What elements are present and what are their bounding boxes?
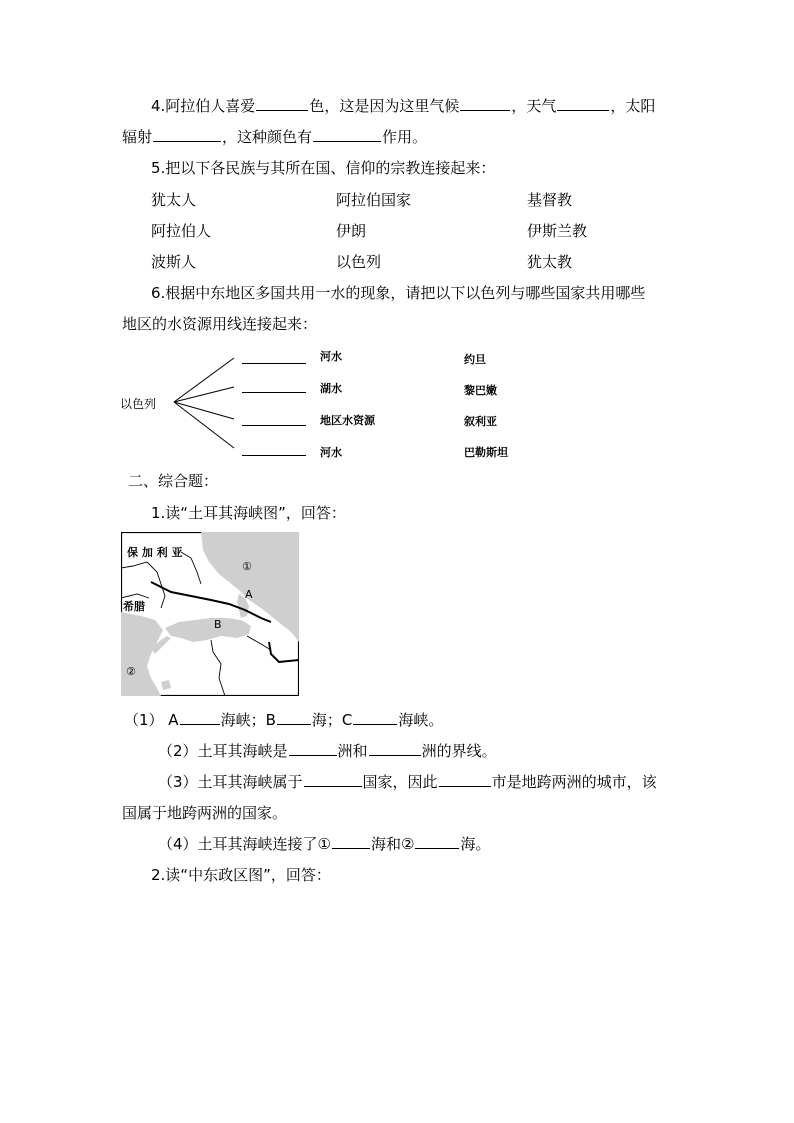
map-label-circle1: ①	[242, 560, 252, 573]
map-label-b: B	[214, 618, 222, 631]
map-label-bulgaria: 保 加 利 亚	[127, 546, 183, 559]
q6-country-2: 黎巴嫩	[464, 384, 497, 397]
answer-blank[interactable]	[277, 710, 311, 725]
s2-q1-sub1: （1） A 海峡；B 海；C 海峡。	[124, 711, 444, 729]
section2-title: 二、综合题：	[128, 472, 219, 490]
q6-blank-3[interactable]	[242, 425, 306, 426]
s2-q2-title: 2.读“中东政区图”，回答：	[151, 866, 331, 884]
q6-water-3: 地区水资源	[320, 414, 375, 427]
s2-q1-title: 1.读“土耳其海峡图”，回答：	[151, 504, 346, 522]
map-label-a: A	[245, 588, 253, 601]
map-label-circle2: ②	[126, 665, 136, 678]
answer-blank[interactable]	[415, 834, 459, 849]
q6-blank-1[interactable]	[242, 363, 306, 364]
q5-country-1: 阿拉伯国家	[336, 191, 412, 209]
q5-people-3: 波斯人	[151, 253, 197, 271]
q6-line2: 地区的水资源用线连接起来：	[122, 315, 318, 333]
q4-line1: 4.阿拉伯人喜爱 色，这是因为这里气候 ，天气 ，太阳	[151, 97, 656, 115]
q5-country-3: 以色列	[336, 253, 382, 271]
answer-blank[interactable]	[369, 741, 421, 756]
q5-country-2: 伊朗	[336, 222, 367, 240]
q6-blank-2[interactable]	[242, 392, 306, 393]
q6-center-label: 以色列	[120, 397, 157, 411]
answer-blank[interactable]	[439, 772, 491, 787]
answer-blank[interactable]	[153, 127, 221, 142]
q6-country-4: 巴勒斯坦	[464, 446, 508, 459]
answer-blank[interactable]	[256, 96, 308, 111]
answer-blank[interactable]	[332, 834, 370, 849]
q5-religion-1: 基督教	[527, 191, 573, 209]
answer-blank[interactable]	[289, 741, 337, 756]
q6-country-3: 叙利亚	[464, 415, 497, 428]
s2-q1-sub4: （4）土耳其海峡连接了① 海和② 海。	[158, 835, 491, 853]
answer-blank[interactable]	[304, 772, 362, 787]
answer-blank[interactable]	[313, 127, 381, 142]
s2-q1-sub3-cont: 国属于地跨两洲的国家。	[122, 804, 288, 822]
q6-water-1: 河水	[320, 350, 342, 363]
q6-line1: 6.根据中东地区多国共用一水的现象，请把以下以色列与哪些国家共用哪些	[151, 284, 646, 302]
answer-blank[interactable]	[180, 710, 220, 725]
q5-people-1: 犹太人	[151, 191, 197, 209]
q4-line2: 辐射 ，这种颜色有 作用。	[122, 128, 428, 146]
answer-blank[interactable]	[353, 710, 397, 725]
q6-water-4: 河水	[320, 446, 342, 459]
q5-title: 5.把以下各民族与其所在国、信仰的宗教连接起来：	[151, 159, 496, 177]
q6-branch-lines	[170, 345, 250, 465]
s2-q1-sub2: （2）土耳其海峡是 洲和 洲的界线。	[158, 742, 497, 760]
q6-blank-4[interactable]	[242, 455, 306, 456]
map-label-greece: 希腊	[123, 600, 145, 613]
answer-blank[interactable]	[557, 96, 609, 111]
q6-water-2: 湖水	[320, 382, 342, 395]
q6-country-1: 约旦	[464, 353, 486, 366]
s2-q1-sub3: （3）土耳其海峡属于 国家，因此 市是地跨两洲的城市，该	[158, 773, 657, 791]
answer-blank[interactable]	[460, 96, 510, 111]
q5-religion-2: 伊斯兰教	[527, 222, 588, 240]
q5-religion-3: 犹太教	[527, 253, 573, 271]
q5-people-2: 阿拉伯人	[151, 222, 212, 240]
